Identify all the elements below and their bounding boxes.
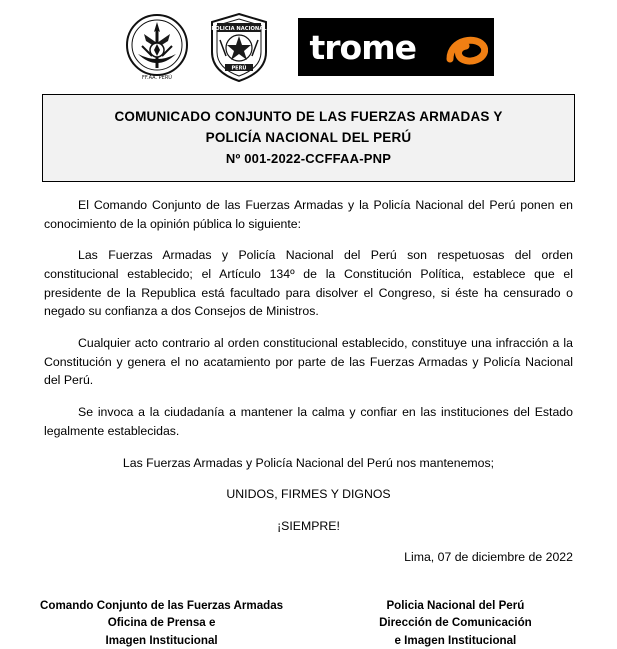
fuerzas-armadas-emblem [124,10,190,84]
svg-text:POLICIA NACIONAL: POLICIA NACIONAL [210,26,267,32]
title-line-1: COMUNICADO CONJUNTO DE LAS FUERZAS ARMADAS Y [114,109,503,124]
slogan-line-1: UNIDOS, FIRMES Y DIGNOS [226,487,391,502]
trome-logo-text: trome [309,27,416,67]
body-paragraph-4: Se invoca a la ciudadanía a mantener la calma y confiar en las instituciones del Estado legalmente establecidas. [44,405,573,438]
trome-swoosh-icon [444,25,488,69]
slogan-line-2: ¡SIEMPRE! [277,518,340,533]
document-date: Lima, 07 de diciembre de 2022 [404,550,573,565]
title-line-3: Nº 001-2022-CCFFAA-PNP [225,150,392,166]
communique-body [44,196,573,567]
signature-left-line-3: Imagen Institucional [105,633,218,647]
body-paragraph-1: El Comando Conjunto de las Fuerzas Armadas y la Policía Nacional del Perú ponen en conocimiento de la opinión pública lo siguiente: [44,197,573,231]
body-paragraph-2: Las Fuerzas Armadas y Policía Nacional del Perú son respetuosas del orden constitucional establecido; el Artículo 134º de la Constitución Política, establece que el presidente de la Republica está facultado para disolver el Congreso, si éste ha censurado o negado su confianza a dos Consejos de Ministros. [44,248,573,319]
svg-text:FF.AA. PERÚ: FF.AA. PERÚ [141,75,172,81]
signature-left [26,597,297,649]
signature-right [320,597,591,649]
body-paragraph-3: Cualquier acto contrario al orden constitucional establecido, constituye una infracción a la Constitución y genera el no acatamiento por parte de las Fuerzas Armadas y Policía Nacional del Perú. [44,336,573,388]
trome-logo [298,18,494,76]
communique-title-banner [42,94,575,182]
signature-left-line-1: Comando Conjunto de las Fuerzas Armadas [40,598,284,612]
signature-right-line-3: e Imagen Institucional [394,633,517,647]
signature-right-line-2: Dirección de Comunicación [379,616,532,630]
title-line-2: POLICÍA NACIONAL DEL PERÚ [205,129,412,145]
document-header [0,0,617,88]
svg-text:PERÚ: PERÚ [231,65,246,72]
policia-nacional-emblem [206,10,272,84]
signature-block [26,597,591,649]
signature-right-line-1: Policia Nacional del Perú [386,598,525,612]
closing-line: Las Fuerzas Armadas y Policía Nacional del Perú nos mantenemos; [122,455,495,470]
signature-left-line-2: Oficina de Prensa e [107,616,216,630]
